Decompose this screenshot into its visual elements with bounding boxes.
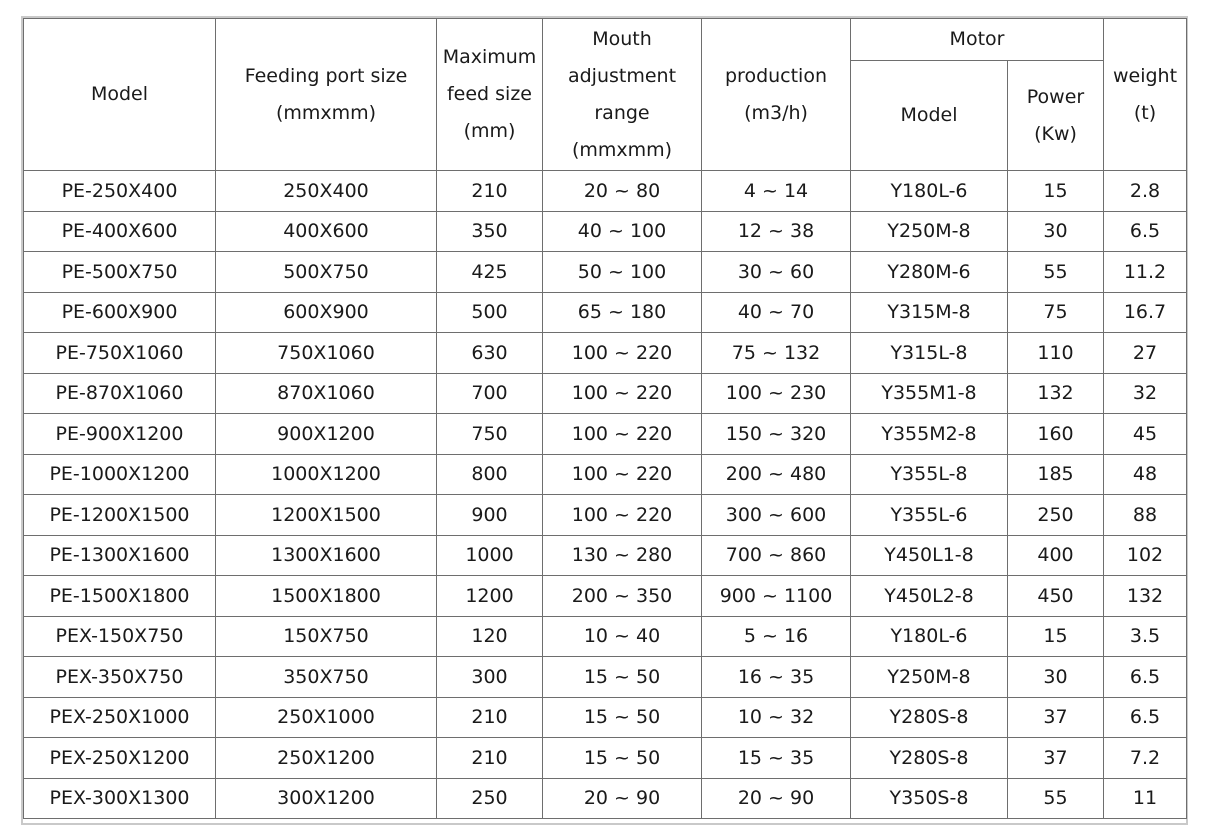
cell-motor-power: 55: [1008, 252, 1104, 293]
cell-feeding-port-size: 870X1060: [216, 373, 437, 414]
cell-max-feed-size: 210: [437, 697, 543, 738]
cell-max-feed-size: 350: [437, 211, 543, 252]
cell-mouth-range: 15 ~ 50: [543, 697, 702, 738]
cell-production: 75 ~ 132: [702, 333, 851, 374]
cell-feeding-port-size: 250X1200: [216, 738, 437, 779]
cell-motor-model: Y350S-8: [851, 778, 1008, 819]
cell-motor-model: Y280M-6: [851, 252, 1008, 293]
cell-max-feed-size: 750: [437, 414, 543, 455]
cell-model: PEX-250X1000: [24, 697, 216, 738]
header-mouth-adjustment-range: [543, 19, 702, 171]
cell-feeding-port-size: 1500X1800: [216, 576, 437, 617]
cell-weight: 132: [1104, 576, 1187, 617]
cell-motor-model: Y315L-8: [851, 333, 1008, 374]
header-text-line: (mm): [463, 120, 516, 142]
cell-max-feed-size: 500: [437, 292, 543, 333]
header-motor-model: [851, 61, 1008, 171]
cell-weight: 45: [1104, 414, 1187, 455]
cell-motor-model: Y315M-8: [851, 292, 1008, 333]
cell-weight: 6.5: [1104, 211, 1187, 252]
table-row: [24, 211, 1187, 252]
cell-feeding-port-size: 1200X1500: [216, 495, 437, 536]
cell-weight: 48: [1104, 454, 1187, 495]
cell-feeding-port-size: 900X1200: [216, 414, 437, 455]
cell-motor-model: Y355L-8: [851, 454, 1008, 495]
header-model: [24, 19, 216, 171]
cell-max-feed-size: 700: [437, 373, 543, 414]
cell-weight: 32: [1104, 373, 1187, 414]
header-text-line: feed size: [446, 83, 532, 105]
cell-feeding-port-size: 250X1000: [216, 697, 437, 738]
cell-production: 15 ~ 35: [702, 738, 851, 779]
cell-mouth-range: 100 ~ 220: [543, 373, 702, 414]
table-row: [24, 697, 1187, 738]
cell-production: 900 ~ 1100: [702, 576, 851, 617]
cell-motor-model: Y250M-8: [851, 211, 1008, 252]
cell-mouth-range: 10 ~ 40: [543, 616, 702, 657]
cell-motor-model: Y280S-8: [851, 697, 1008, 738]
cell-model: PE-750X1060: [24, 333, 216, 374]
header-text-line: (mmxmm): [571, 138, 673, 161]
cell-weight: 102: [1104, 535, 1187, 576]
cell-model: PE-600X900: [24, 292, 216, 333]
table-header: [24, 19, 1187, 171]
cell-mouth-range: 15 ~ 50: [543, 738, 702, 779]
cell-motor-power: 132: [1008, 373, 1104, 414]
cell-mouth-range: 20 ~ 80: [543, 171, 702, 212]
cell-model: PE-400X600: [24, 211, 216, 252]
header-text-line: Maximum: [442, 46, 537, 68]
cell-production: 700 ~ 860: [702, 535, 851, 576]
table-body: [24, 171, 1187, 819]
cell-mouth-range: 100 ~ 220: [543, 454, 702, 495]
jaw-crusher-spec-table: [23, 18, 1187, 819]
cell-feeding-port-size: 400X600: [216, 211, 437, 252]
cell-production: 200 ~ 480: [702, 454, 851, 495]
cell-weight: 27: [1104, 333, 1187, 374]
cell-weight: 6.5: [1104, 697, 1187, 738]
cell-mouth-range: 100 ~ 220: [543, 333, 702, 374]
cell-mouth-range: 100 ~ 220: [543, 495, 702, 536]
cell-motor-power: 160: [1008, 414, 1104, 455]
table-row: [24, 616, 1187, 657]
cell-production: 100 ~ 230: [702, 373, 851, 414]
cell-motor-power: 250: [1008, 495, 1104, 536]
cell-feeding-port-size: 500X750: [216, 252, 437, 293]
cell-max-feed-size: 630: [437, 333, 543, 374]
cell-max-feed-size: 210: [437, 171, 543, 212]
cell-production: 20 ~ 90: [702, 778, 851, 819]
table-row: [24, 495, 1187, 536]
table-row: [24, 454, 1187, 495]
cell-model: PEX-300X1300: [24, 778, 216, 819]
cell-model: PE-1000X1200: [24, 454, 216, 495]
cell-motor-power: 15: [1008, 171, 1104, 212]
cell-production: 30 ~ 60: [702, 252, 851, 293]
cell-model: PE-900X1200: [24, 414, 216, 455]
cell-weight: 6.5: [1104, 657, 1187, 698]
cell-mouth-range: 15 ~ 50: [543, 657, 702, 698]
cell-max-feed-size: 900: [437, 495, 543, 536]
cell-motor-power: 400: [1008, 535, 1104, 576]
cell-model: PEX-150X750: [24, 616, 216, 657]
cell-production: 12 ~ 38: [702, 211, 851, 252]
cell-motor-power: 450: [1008, 576, 1104, 617]
cell-max-feed-size: 1000: [437, 535, 543, 576]
header-production: [702, 19, 851, 171]
cell-motor-model: Y355M1-8: [851, 373, 1008, 414]
cell-motor-power: 37: [1008, 738, 1104, 779]
header-text-line: (mmxmm): [275, 101, 377, 124]
cell-feeding-port-size: 750X1060: [216, 333, 437, 374]
cell-max-feed-size: 120: [437, 616, 543, 657]
cell-production: 4 ~ 14: [702, 171, 851, 212]
header-weight: [1104, 19, 1187, 171]
cell-motor-model: Y250M-8: [851, 657, 1008, 698]
cell-motor-power: 75: [1008, 292, 1104, 333]
cell-production: 150 ~ 320: [702, 414, 851, 455]
cell-motor-power: 30: [1008, 657, 1104, 698]
header-text-line: Feeding port size: [244, 64, 408, 87]
cell-mouth-range: 40 ~ 100: [543, 211, 702, 252]
cell-feeding-port-size: 1300X1600: [216, 535, 437, 576]
cell-feeding-port-size: 600X900: [216, 292, 437, 333]
cell-weight: 11: [1104, 778, 1187, 819]
header-text-line: range: [594, 101, 650, 124]
cell-feeding-port-size: 250X400: [216, 171, 437, 212]
table-row: [24, 535, 1187, 576]
table-row: [24, 292, 1187, 333]
cell-model: PE-1300X1600: [24, 535, 216, 576]
cell-production: 300 ~ 600: [702, 495, 851, 536]
table-row: [24, 333, 1187, 374]
cell-motor-power: 110: [1008, 333, 1104, 374]
cell-mouth-range: 100 ~ 220: [543, 414, 702, 455]
cell-weight: 16.7: [1104, 292, 1187, 333]
cell-max-feed-size: 425: [437, 252, 543, 293]
table-row: [24, 778, 1187, 819]
cell-model: PE-250X400: [24, 171, 216, 212]
cell-mouth-range: 200 ~ 350: [543, 576, 702, 617]
cell-model: PEX-250X1200: [24, 738, 216, 779]
cell-weight: 7.2: [1104, 738, 1187, 779]
header-feeding-port-size: [216, 19, 437, 171]
cell-production: 10 ~ 32: [702, 697, 851, 738]
table-row: [24, 252, 1187, 293]
cell-feeding-port-size: 1000X1200: [216, 454, 437, 495]
header-text-line: adjustment: [567, 64, 677, 87]
cell-mouth-range: 20 ~ 90: [543, 778, 702, 819]
header-text-line: Motor: [949, 28, 1005, 50]
cell-model: PE-1200X1500: [24, 495, 216, 536]
header-text-line: production: [724, 64, 828, 87]
header-text-line: (t): [1133, 101, 1157, 124]
cell-model: PE-500X750: [24, 252, 216, 293]
cell-mouth-range: 130 ~ 280: [543, 535, 702, 576]
header-motor: [851, 19, 1104, 61]
cell-motor-power: 37: [1008, 697, 1104, 738]
header-text-line: (Kw): [1034, 122, 1077, 145]
cell-motor-power: 30: [1008, 211, 1104, 252]
table-row: [24, 414, 1187, 455]
cell-mouth-range: 50 ~ 100: [543, 252, 702, 293]
cell-motor-model: Y180L-6: [851, 616, 1008, 657]
cell-weight: 11.2: [1104, 252, 1187, 293]
table-row: [24, 171, 1187, 212]
cell-max-feed-size: 1200: [437, 576, 543, 617]
cell-mouth-range: 65 ~ 180: [543, 292, 702, 333]
cell-model: PEX-350X750: [24, 657, 216, 698]
table-row: [24, 657, 1187, 698]
header-motor-power: [1008, 61, 1104, 171]
cell-motor-power: 55: [1008, 778, 1104, 819]
cell-motor-model: Y450L2-8: [851, 576, 1008, 617]
header-text-line: Model: [90, 83, 149, 105]
cell-model: PE-870X1060: [24, 373, 216, 414]
cell-motor-power: 15: [1008, 616, 1104, 657]
cell-feeding-port-size: 350X750: [216, 657, 437, 698]
cell-feeding-port-size: 150X750: [216, 616, 437, 657]
header-text-line: Power: [1026, 85, 1085, 108]
cell-feeding-port-size: 300X1200: [216, 778, 437, 819]
header-text-line: (m3/h): [744, 101, 808, 124]
cell-motor-model: Y280S-8: [851, 738, 1008, 779]
cell-max-feed-size: 250: [437, 778, 543, 819]
table-row: [24, 576, 1187, 617]
table-row: [24, 373, 1187, 414]
header-text-line: Model: [900, 104, 958, 126]
cell-motor-model: Y180L-6: [851, 171, 1008, 212]
header-text-line: Mouth: [592, 27, 652, 50]
cell-max-feed-size: 210: [437, 738, 543, 779]
cell-motor-power: 185: [1008, 454, 1104, 495]
header-text-line: weight: [1112, 64, 1178, 87]
cell-motor-model: Y355M2-8: [851, 414, 1008, 455]
cell-production: 16 ~ 35: [702, 657, 851, 698]
table-row: [24, 738, 1187, 779]
header-max-feed-size: [437, 19, 543, 171]
cell-model: PE-1500X1800: [24, 576, 216, 617]
cell-motor-model: Y355L-6: [851, 495, 1008, 536]
cell-weight: 88: [1104, 495, 1187, 536]
cell-production: 5 ~ 16: [702, 616, 851, 657]
cell-motor-model: Y450L1-8: [851, 535, 1008, 576]
cell-max-feed-size: 300: [437, 657, 543, 698]
cell-production: 40 ~ 70: [702, 292, 851, 333]
cell-weight: 2.8: [1104, 171, 1187, 212]
cell-max-feed-size: 800: [437, 454, 543, 495]
cell-weight: 3.5: [1104, 616, 1187, 657]
